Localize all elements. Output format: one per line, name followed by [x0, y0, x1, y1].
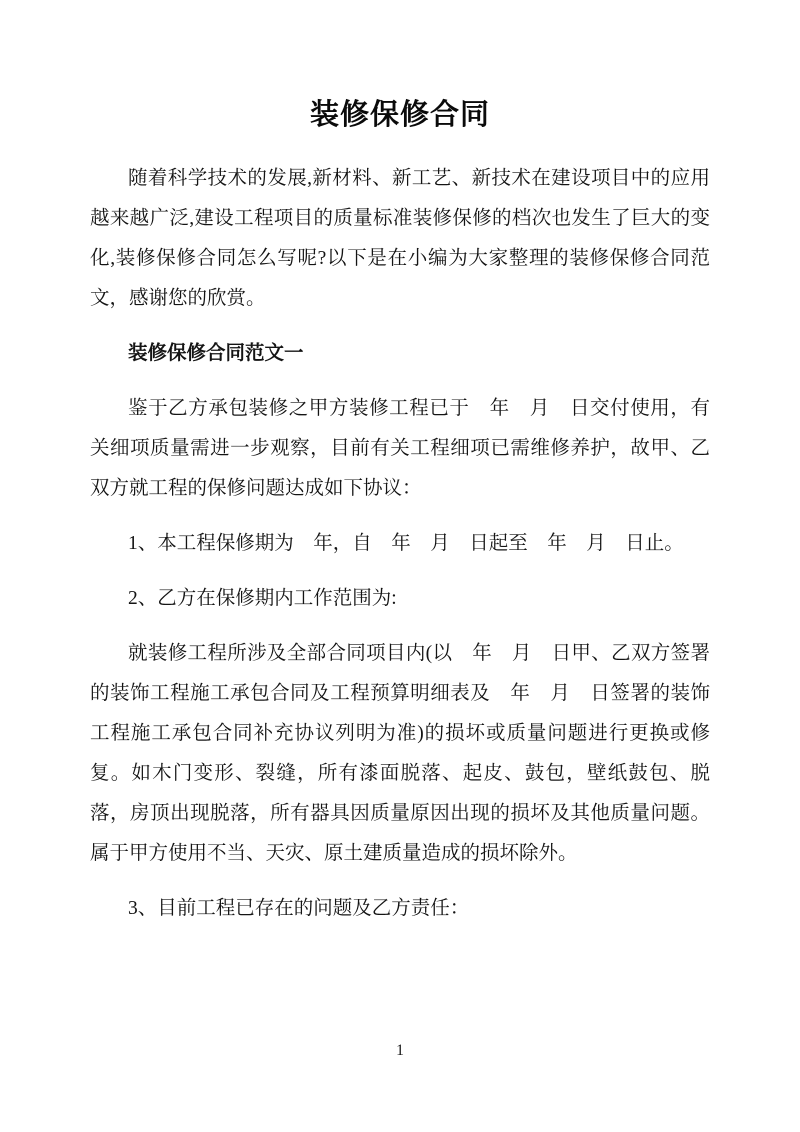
clause-3-existing-issues: 3、目前工程已存在的问题及乙方责任： — [128, 898, 470, 919]
page-number: 1 — [396, 1042, 404, 1059]
paragraph-preamble: 鉴于乙方承包装修之甲方装修工程已于 年 月 日交付使用，有关细项质量需进一步观察，目前有关工程细项已需维修养护，故甲、乙双方就工程的保修问题达成如下协议： — [90, 398, 710, 499]
paragraph-intro: 随着科学技术的发展,新材料、新工艺、新技术在建设项目中的应用越来越广泛,建设工程项目的质量标准装修保修的档次也发生了巨大的变化,装修保修合同怎么写呢?以下是在小编为大家整理的装修保修合同范文，感谢您的欣赏。 — [90, 168, 710, 309]
clause-2-work-scope: 2、乙方在保修期内工作范围为: — [128, 588, 397, 609]
section-heading-sample-one: 装修保修合同范文一 — [128, 343, 304, 364]
clause-1-warranty-period: 1、本工程保修期为 年，自 年 月 日起至 年 月 日止。 — [128, 533, 684, 554]
paragraph-scope-details: 就装修工程所涉及全部合同项目内(以 年 月 日甲、乙双方签署的装饰工程施工承包合同及工程预算明细表及 年 月 日签署的装饰工程施工承包合同补充协议列明为准)的损坏或质量问题进行更换或修复。如木门变形、裂缝，所有漆面脱落、起皮、鼓包，壁纸鼓包、脱落，房顶出现脱落，所有器具因质量原因出现的损坏及其他质量问题。属于甲方使用不当、天灾、原土建质量造成的损坏除外。 — [90, 643, 710, 864]
document-title: 装修保修合同 — [309, 97, 490, 131]
